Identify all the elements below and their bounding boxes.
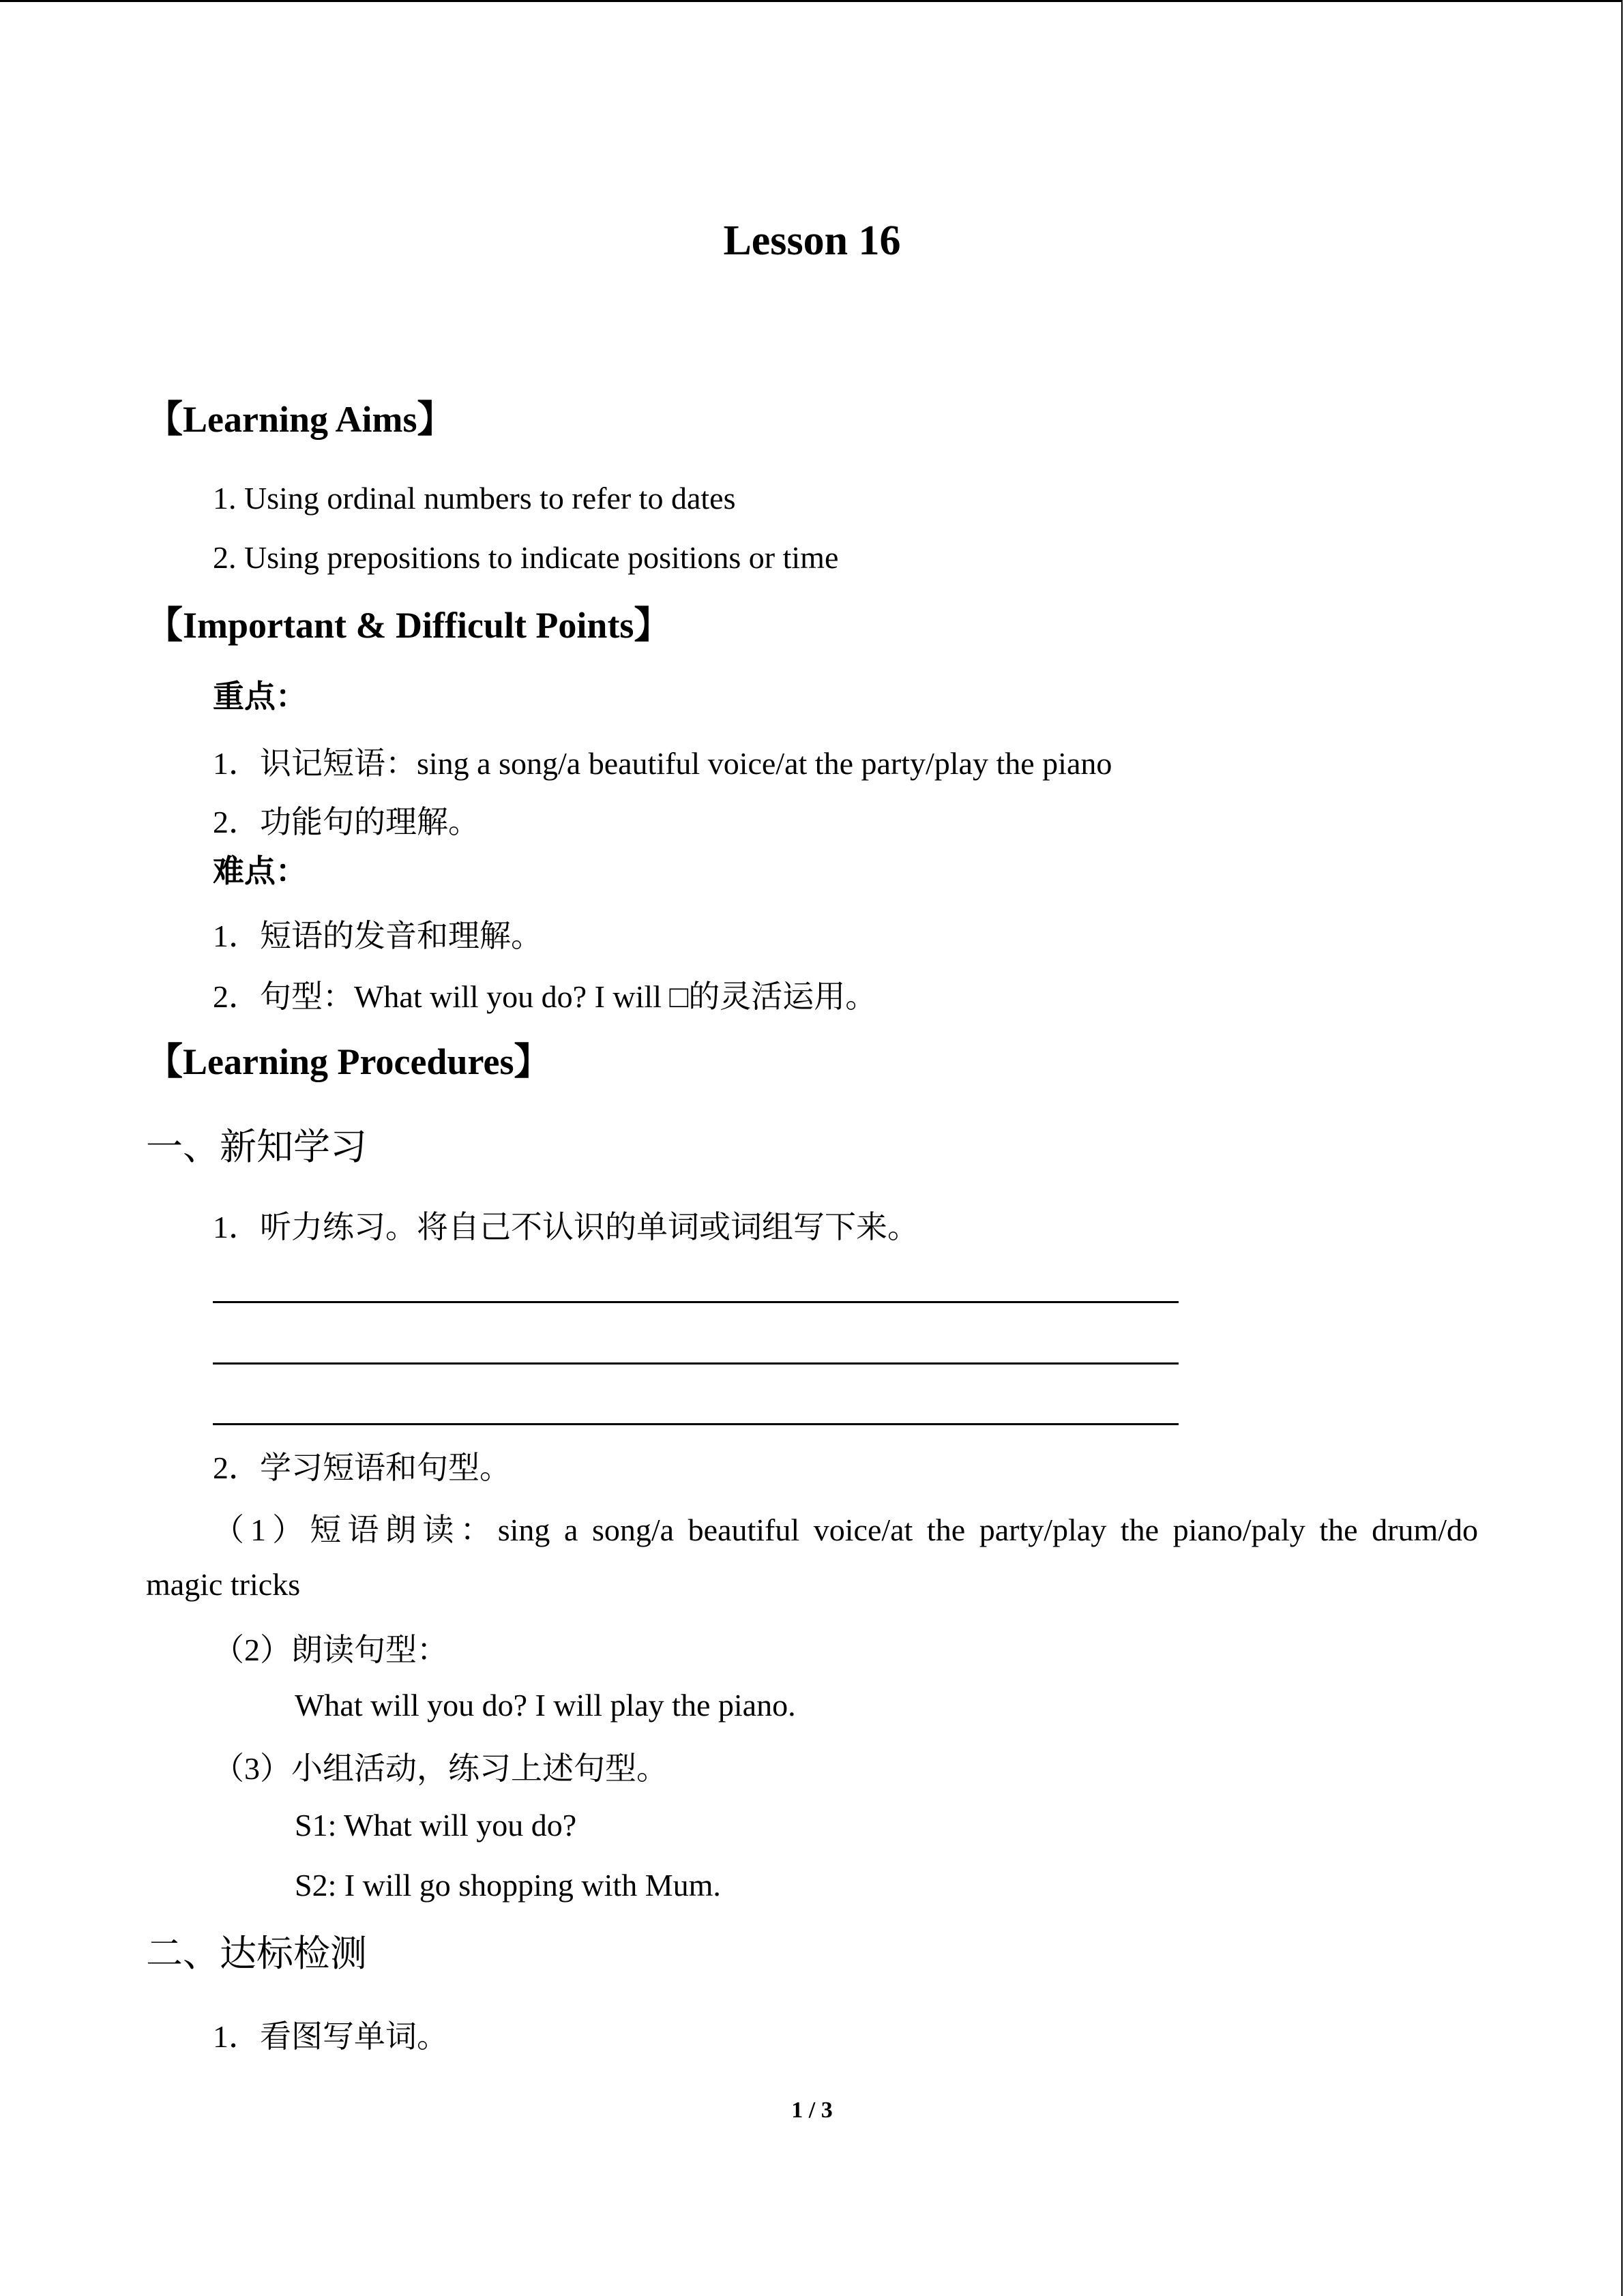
key-point-item: 1．识记短语：sing a song/a beautiful voice/at the party/play the piano (213, 746, 1112, 781)
difficult-point-item: 1．短语的发音和理解。 (213, 919, 542, 953)
phrase-reading-line: （1）短语朗读：sing a song/a beautiful voice/at the party/play the piano/paly the drum/do (213, 1512, 1478, 1547)
difficult-points-label: 难点： (213, 854, 307, 889)
task-listening: 1．听力练习。将自己不认识的单词或词组写下来。 (213, 1210, 919, 1244)
dialogue-line: S1: What will you do? (295, 1808, 577, 1843)
answer-blank-line[interactable] (213, 1301, 1179, 1303)
page-number: 1 / 3 (791, 2098, 833, 2123)
dialogue-line: S2: I will go shopping with Mum. (295, 1868, 721, 1903)
task-phrases: 2．学习短语和句型。 (213, 1450, 511, 1485)
answer-blank-line[interactable] (213, 1423, 1179, 1425)
section2-heading: 二、达标检测 (146, 1933, 367, 1974)
sentence-example: What will you do? I will play the piano. (295, 1688, 796, 1723)
difficult-point-item: 2．句型：What will you do? I will □的灵活运用。 (213, 979, 877, 1014)
important-points-heading: 【Important & Difficult Points】 (146, 605, 671, 646)
learning-aim-item: 2. Using prepositions to indicate positions or time (213, 540, 839, 575)
learning-aim-item: 1. Using ordinal numbers to refer to dates (213, 481, 736, 516)
learning-procedures-heading: 【Learning Procedures】 (146, 1041, 551, 1082)
section1-heading: 一、新知学习 (146, 1127, 367, 1167)
key-point-item: 2．功能句的理解。 (213, 805, 479, 839)
task-picture-words: 1．看图写单词。 (213, 2019, 448, 2054)
learning-aims-heading: 【Learning Aims】 (146, 399, 454, 440)
answer-blank-line[interactable] (213, 1362, 1179, 1365)
group-activity-label: （3）小组活动，练习上述句型。 (213, 1751, 668, 1786)
sentence-reading-label: （2）朗读句型： (213, 1632, 448, 1667)
page-title: Lesson 16 (723, 218, 901, 264)
phrase-reading-continuation: magic tricks (146, 1567, 301, 1602)
key-points-label: 重点： (213, 679, 307, 714)
